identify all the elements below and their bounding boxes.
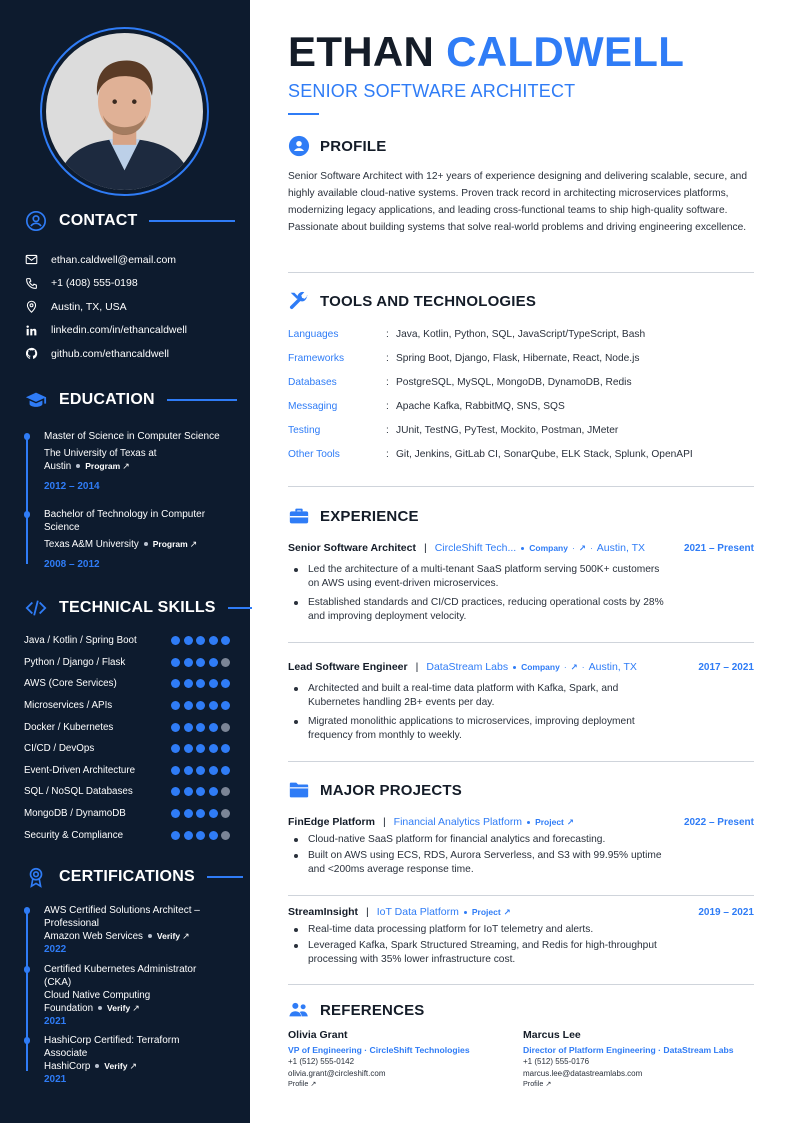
tools-colon: : [386,352,389,364]
candidate-role: SENIOR SOFTWARE ARCHITECT [288,81,576,101]
last-name: CALDWELL [446,28,685,75]
timeline-dot [24,966,31,973]
rating-dot-filled [209,679,218,688]
project-bullet: Cloud-native SaaS platform for financial analytics and forecasting. [288,833,668,847]
tools-values: Spring Boot, Django, Flask, Hibernate, React, Node.js [396,352,640,364]
education-title-rule [167,399,237,401]
external-link-icon[interactable]: ↗ [578,542,586,553]
role-underline [288,113,319,115]
rating-dot-filled [196,744,205,753]
tools-colon: : [386,448,389,460]
skill-row [24,824,230,846]
skill-rating [168,766,231,775]
reference-card [288,1029,523,1089]
rating-dot-filled [196,658,205,667]
tools-category: Messaging [288,400,338,412]
job-bullet: Led the architecture of a multi-tenant SaaS platform serving 500K+ customers on AWS using event-driven microservices. [288,563,668,591]
rating-dot-filled [209,723,218,732]
contact-github-text: github.com/ethancaldwell [51,347,169,360]
experience-section-header [288,505,419,527]
project-entry [288,905,754,969]
education-degree: Bachelor of Technology in Computer [44,509,206,520]
skills-list [24,630,230,846]
external-link-icon[interactable]: ↗ [503,906,511,917]
external-link-icon: ↗ [132,1003,140,1013]
skill-name: Security & Compliance [24,829,124,841]
tools-category: Languages [288,328,339,340]
education-years: 2008 – 2012 [44,559,100,570]
reference-role: Director of Platform Engineering · DataStream Labs [523,1044,734,1055]
rating-dot-empty [221,787,230,796]
tools-colon: : [386,424,389,436]
certification-name-line2: Professional [44,918,100,929]
location-icon [24,300,38,314]
references-list [288,1029,758,1089]
skill-rating [168,636,231,645]
rating-dot-filled [196,723,205,732]
contact-section-header [24,209,235,233]
rating-dot-filled [221,679,230,688]
job-location: Austin, TX [588,661,637,673]
education-item [26,508,226,571]
award-icon [24,865,48,889]
profile-photo-frame [40,27,209,196]
verify-link[interactable]: Verify [107,1003,131,1013]
rating-dot-filled [171,744,180,753]
project-subtitle: Financial Analytics Platform [393,816,523,828]
job-bullet: Migrated monolithic applications to microservices, improving deployment frequency from monthly to weekly. [288,715,668,743]
contact-title: CONTACT [59,212,138,229]
rating-dot-filled [184,787,193,796]
rating-dot-filled [196,701,205,710]
certification-name-line2: Associate [44,1048,88,1059]
skill-rating [168,744,231,753]
rating-dot-filled [196,787,205,796]
rating-dot-filled [184,766,193,775]
rating-dot-filled [171,766,180,775]
program-link[interactable]: Program [152,539,188,549]
people-icon [288,999,310,1021]
rating-dot-filled [209,831,218,840]
timeline-dot [24,907,31,914]
first-name: ETHAN [288,28,435,75]
external-link-icon[interactable]: ↗ [543,1078,552,1088]
education-degree: Master of Science in Computer Science [44,431,220,442]
skill-rating [168,701,231,710]
timeline-dot [24,511,31,518]
certifications-title: CERTIFICATIONS [59,868,195,885]
skills-title-rule [228,607,252,609]
company-link[interactable]: Company [521,662,560,672]
section-divider [288,272,754,273]
reference-phone[interactable]: +1 (512) 555-0176 [523,1057,590,1066]
education-school-line2: Austin [44,461,72,472]
certification-issuer-line2: Foundation [44,1003,94,1014]
rating-dot-filled [209,787,218,796]
external-link-icon[interactable]: ↗ [308,1078,317,1088]
certification-issuer: Cloud Native Computing [44,990,151,1001]
section-divider [288,486,754,487]
rating-dot-filled [221,636,230,645]
skill-name: MongoDB / DynamoDB [24,808,126,820]
education-school: Texas A&M University [44,539,139,550]
profile-section-header [288,135,386,157]
rating-dot-filled [209,744,218,753]
skill-name: Docker / Kubernetes [24,721,114,733]
certification-name: HashiCorp Certified: Terraform [44,1035,180,1046]
verify-link[interactable]: Verify [104,1061,128,1071]
skill-rating [168,787,231,796]
skill-name: CI/CD / DevOps [24,743,95,755]
rating-dot-filled [171,787,180,796]
separator-bar: | [423,542,427,554]
project-bullet: Real-time data processing platform for IoT telemetry and alerts. [288,923,668,937]
contact-email[interactable] [24,248,234,272]
rating-dot-filled [171,809,180,818]
tools-category: Testing [288,424,321,436]
contact-linkedin[interactable] [24,319,234,343]
certification-issuer: HashiCorp [44,1061,91,1072]
skill-name: SQL / NoSQL Databases [24,786,133,798]
separator-dot [144,542,148,546]
middle-dot: · [581,662,585,672]
rating-dot-filled [221,744,230,753]
skill-row [24,630,230,652]
tools-category: Frameworks [288,352,345,364]
tools-row [288,418,758,442]
education-years: 2012 – 2014 [44,481,100,492]
experience-entry [288,660,754,748]
job-title: Senior Software Architect [288,542,416,554]
rating-dot-filled [209,636,218,645]
project-name: StreamInsight [288,906,359,918]
job-dates: 2017 – 2021 [698,661,754,673]
tools-row [288,442,758,466]
section-divider [288,984,754,985]
skill-name: Python / Django / Flask [24,656,126,668]
skill-row [24,695,230,717]
project-subtitle: IoT Data Platform [376,906,459,918]
references-title: REFERENCES [320,1001,425,1019]
separator-dot [464,911,467,914]
rating-dot-filled [196,636,205,645]
phone-icon [24,276,38,290]
education-degree-line2: Science [44,522,80,533]
contact-list [24,248,234,366]
certification-year: 2021 [44,1016,67,1027]
job-company[interactable]: CircleShift Tech... [434,542,517,554]
contact-email-text: ethan.caldwell@email.com [51,253,177,266]
sidebar [0,0,250,1123]
reference-card [523,1029,758,1089]
separator-bar: | [415,661,419,673]
reference-profile-link[interactable]: Profile [523,1078,544,1088]
separator-bar: | [366,906,369,918]
profile-title: PROFILE [320,137,387,155]
external-link-icon: ↗ [129,1061,137,1071]
entry-divider [288,895,754,896]
project-entry [288,815,754,879]
tools-colon: : [386,400,389,412]
skill-name: Event-Driven Architecture [24,764,136,776]
rating-dot-filled [184,701,193,710]
certification-item [26,963,226,1028]
skill-name: Microservices / APIs [24,700,113,712]
separator-dot [76,464,80,468]
separator-dot [148,934,152,938]
rating-dot-filled [209,766,218,775]
tools-row [288,370,758,394]
job-dates: 2021 – Present [683,542,754,554]
program-link[interactable]: Program [85,461,121,471]
reference-profile-link[interactable]: Profile [288,1078,309,1088]
external-link-icon: ↗ [182,931,190,941]
certifications-section-header [24,865,243,889]
skill-rating [168,658,231,667]
skill-row [24,673,230,695]
tools-row [288,346,758,370]
references-section-header [288,999,425,1021]
tools-values: Apache Kafka, RabbitMQ, SNS, SQS [396,400,565,412]
projects-section-header [288,779,462,801]
skill-rating [168,679,231,688]
user-circle-icon [24,209,48,233]
rating-dot-filled [184,809,193,818]
rating-dot-filled [196,809,205,818]
education-title: EDUCATION [59,391,155,408]
certification-name: AWS Certified Solutions Architect – [44,905,200,916]
education-school: The University of Texas at [44,448,157,459]
reference-phone[interactable]: +1 (512) 555-0142 [288,1057,355,1066]
skill-row [24,760,230,782]
candidate-name [288,28,684,76]
skill-row [24,652,230,674]
separator-dot [521,547,524,550]
middle-dot: · [589,543,593,553]
skill-rating [168,831,231,840]
rating-dot-filled [184,744,193,753]
rating-dot-filled [209,658,218,667]
education-item [26,430,226,493]
external-link-icon[interactable]: ↗ [570,661,578,672]
timeline-dot [24,433,31,440]
rating-dot-filled [196,831,205,840]
wrench-icon [288,290,310,312]
reference-email[interactable]: marcus.lee@datastreamlabs.com [523,1068,643,1078]
external-link-icon: ↗ [189,539,198,549]
portrait-image [46,33,203,190]
tools-colon: : [386,376,389,388]
rating-dot-filled [209,809,218,818]
project-name: FinEdge Platform [288,816,375,828]
github-icon [24,347,38,361]
rating-dot-filled [171,679,180,688]
skill-row [24,716,230,738]
rating-dot-filled [196,766,205,775]
project-dates: 2019 – 2021 [698,906,754,918]
tools-section-header [288,290,536,312]
rating-dot-filled [196,679,205,688]
rating-dot-filled [171,831,180,840]
skills-section-header [24,596,252,620]
entry-divider [288,642,754,643]
job-title: Lead Software Engineer [288,661,408,673]
rating-dot-filled [171,701,180,710]
experience-title: EXPERIENCE [320,507,419,525]
job-location: Austin, TX [596,542,646,554]
tools-colon: : [386,328,389,340]
rating-dot-filled [221,766,230,775]
linkedin-icon [24,323,38,337]
rating-dot-filled [171,723,180,732]
job-bullet: Architected and built a real-time data platform with Kafka, Spark, and Kubernetes handling 2B+ events per day. [288,682,668,710]
graduation-cap-icon [24,388,48,412]
separator-dot [513,666,516,669]
rating-dot-empty [221,723,230,732]
separator-dot [98,1006,102,1010]
rating-dot-filled [184,831,193,840]
reference-email[interactable]: olivia.grant@circleshift.com [288,1068,386,1078]
job-company[interactable]: DataStream Labs [426,661,509,673]
contact-location-text: Austin, TX, USA [51,300,127,313]
contact-phone-text: +1 (408) 555-0198 [51,277,138,290]
skill-rating [168,809,231,818]
tools-category: Other Tools [288,448,340,460]
separator-dot [527,821,530,824]
contact-title-rule [149,220,235,222]
tools-values: Java, Kotlin, Python, SQL, JavaScript/TypeScript, Bash [396,328,646,340]
certification-year: 2022 [44,944,67,955]
tools-table [288,322,758,466]
code-icon [24,596,48,620]
skill-rating [168,723,231,732]
profile-photo [46,33,203,190]
project-link[interactable]: Project [471,907,501,917]
middle-dot: · [563,662,567,672]
tools-category: Databases [288,376,337,388]
separator-bar: | [382,816,386,828]
separator-dot [95,1064,99,1068]
tools-values: PostgreSQL, MySQL, MongoDB, DynamoDB, Redis [396,376,632,388]
folder-icon [288,779,310,801]
contact-phone[interactable] [24,272,234,296]
certification-name-line2: (CKA) [44,977,72,988]
project-dates: 2022 – Present [683,816,754,828]
section-divider [288,761,754,762]
job-bullet: Established standards and CI/CD practices, reducing operational costs by 28% and improving deployment velocity. [288,596,668,624]
rating-dot-filled [221,701,230,710]
reference-name: Olivia Grant [288,1029,348,1041]
certification-item [26,904,226,956]
user-icon [288,135,310,157]
reference-name: Marcus Lee [523,1029,581,1041]
rating-dot-filled [171,636,180,645]
tools-row [288,322,758,346]
external-link-icon: ↗ [122,461,130,471]
contact-location [24,295,234,319]
verify-link[interactable]: Verify [156,931,181,941]
rating-dot-filled [171,658,180,667]
briefcase-icon [288,505,310,527]
rating-dot-filled [184,658,193,667]
tools-title: TOOLS AND TECHNOLOGIES [320,292,537,310]
rating-dot-empty [221,831,230,840]
external-link-icon[interactable]: ↗ [566,816,575,827]
skill-name: Java / Kotlin / Spring Boot [24,635,137,647]
timeline-dot [24,1037,31,1044]
rating-dot-filled [184,679,193,688]
company-link[interactable]: Company [529,543,568,553]
contact-linkedin-text: linkedin.com/in/ethancaldwell [51,324,187,337]
experience-entry [288,541,754,629]
certification-name: Certified Kubernetes Administrator [44,964,197,975]
tools-values: JUnit, TestNG, PyTest, Mockito, Postman, JMeter [396,424,619,436]
skills-title: TECHNICAL SKILLS [59,599,216,616]
email-icon [24,253,38,267]
rating-dot-filled [184,636,193,645]
project-bullet: Built on AWS using ECS, RDS, Aurora Serverless, and S3 with 99.95% uptime and <200ms average response time. [288,849,668,877]
rating-dot-empty [221,658,230,667]
middle-dot: · [571,543,575,553]
rating-dot-filled [184,723,193,732]
rating-dot-filled [209,701,218,710]
certifications-title-rule [207,876,243,878]
project-link[interactable]: Project [535,817,564,827]
skill-name: AWS (Core Services) [24,678,117,690]
contact-github[interactable] [24,342,234,366]
skill-row [24,803,230,825]
skill-row [24,738,230,760]
project-bullet: Leveraged Kafka, Spark Structured Streaming, and Redis for high-throughput processing with 35% lower infrastructure cost. [288,939,668,967]
certification-item [26,1034,226,1086]
projects-title: MAJOR PROJECTS [320,781,462,799]
rating-dot-empty [221,809,230,818]
tools-values: Git, Jenkins, GitLab CI, SonarQube, ELK Stack, Splunk, OpenAPI [396,448,693,460]
tools-row [288,394,758,418]
profile-summary: Senior Software Architect with 12+ years of experience designing and delivering scalable, secure, and highly available cloud-native systems. Proven track record in architecting microservices platforms, modernizing legacy applications, and leading cross-functional teams to ship high-quality software. Passionate about building systems that solve real-world problems and driving engineering excellence. [288,171,747,233]
education-section-header [24,388,237,412]
skill-row [24,781,230,803]
reference-role: VP of Engineering · CircleShift Technologies [288,1044,470,1055]
certification-issuer: Amazon Web Services [44,931,143,942]
certification-year: 2021 [44,1074,67,1085]
